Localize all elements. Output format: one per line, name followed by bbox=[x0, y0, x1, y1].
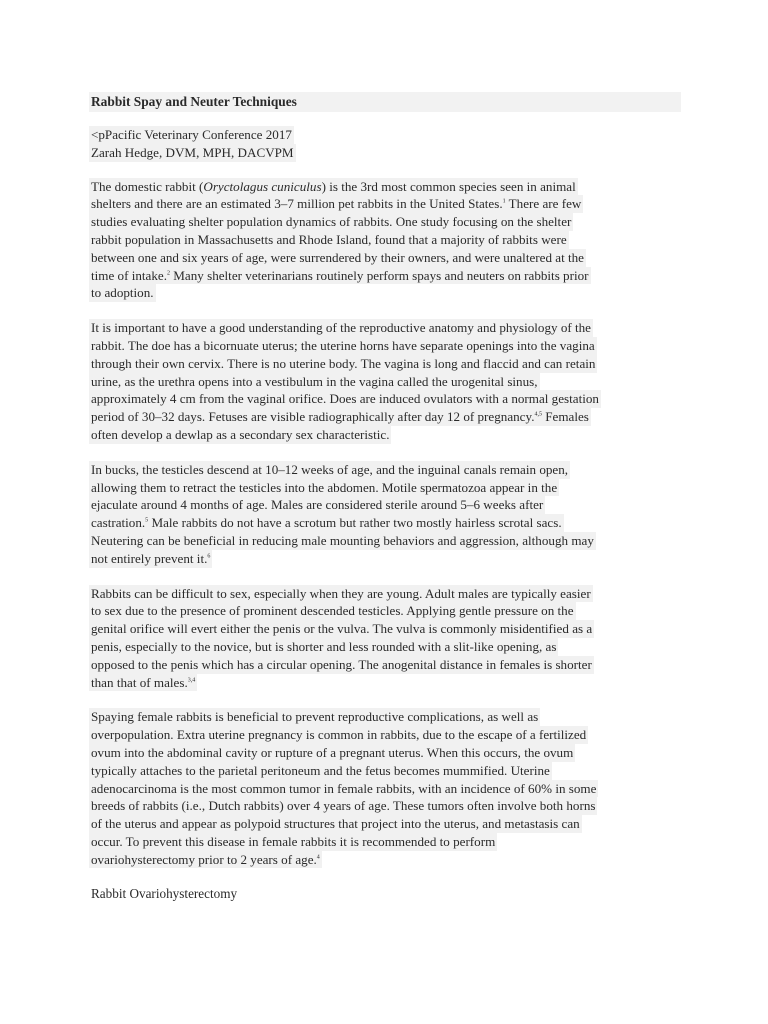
text-segment: breeds of rabbits (i.e., Dutch rabbits) over 4 years of age. These tumors often involve both horns bbox=[91, 798, 596, 814]
text-line bbox=[89, 602, 576, 620]
text-segment: allowing them to retract the testicles into the abdomen. Motile spermatozoa appear in the bbox=[91, 479, 558, 495]
text-segment: In bucks, the testicles descend at 10–12 weeks of age, and the inguinal canals remain open, bbox=[91, 461, 569, 477]
text-segment: not entirely prevent it. bbox=[91, 550, 208, 566]
text-line bbox=[89, 656, 594, 674]
text-segment: through their own cervix. There is no uterine body. The vagina is long and flaccid and can retain bbox=[91, 355, 596, 371]
document-meta bbox=[89, 126, 681, 162]
citation-ref: 2 bbox=[167, 270, 170, 277]
text-segment: to sex due to the presence of prominent descended testicles. Applying gentle pressure on the bbox=[91, 603, 574, 619]
text-line bbox=[89, 496, 545, 514]
text-segment: typically attaches to the parietal peritoneum and the fetus becomes mummified. Uterine bbox=[91, 762, 550, 778]
text-line bbox=[89, 426, 391, 444]
text-line bbox=[89, 726, 588, 744]
text-segment: ovariohysterectomy prior to 2 years of age. bbox=[91, 851, 317, 867]
citation-ref: 1 bbox=[502, 199, 506, 206]
text-line bbox=[89, 461, 570, 479]
text-line bbox=[89, 762, 552, 780]
text-line bbox=[89, 267, 591, 285]
text-line bbox=[89, 213, 573, 231]
text-line bbox=[89, 638, 558, 656]
body-paragraphs bbox=[89, 178, 681, 869]
text-segment: There are few bbox=[505, 196, 582, 212]
text-segment: The domestic rabbit ( bbox=[91, 178, 204, 194]
text-line bbox=[89, 585, 593, 603]
citation-ref: 4,5 bbox=[534, 411, 542, 418]
text-segment: It is important to have a good understanding of the reproductive anatomy and physiology of the bbox=[91, 320, 591, 336]
text-line bbox=[89, 674, 197, 692]
citation-ref: 5 bbox=[145, 517, 149, 524]
conference-line: <pPacific Veterinary Conference 2017 bbox=[91, 127, 292, 142]
text-line bbox=[89, 249, 586, 267]
text-line bbox=[89, 833, 497, 851]
text-line bbox=[89, 708, 540, 726]
text-segment: Many shelter veterinarians routinely perform spays and neuters on rabbits prior bbox=[170, 267, 589, 283]
text-segment: genital orifice will evert either the penis or the vulva. The vulva is commonly misidentified as a bbox=[91, 621, 593, 637]
paragraph bbox=[89, 585, 681, 692]
citation-ref: 6 bbox=[207, 553, 211, 560]
text-segment: overpopulation. Extra uterine pregnancy is common in rabbits, due to the escape of a fertilized bbox=[91, 727, 587, 743]
text-segment: period of 30–32 days. Fetuses are visible radiographically after day 12 of pregnancy. bbox=[91, 409, 535, 425]
text-segment: rabbit. The doe has a bicornuate uterus; the uterine horns have separate openings into the vagina bbox=[91, 337, 595, 353]
text-segment: Rabbits can be difficult to sex, especially when they are young. Adult males are typically easier bbox=[91, 585, 591, 601]
text-line bbox=[89, 744, 575, 762]
text-line bbox=[89, 479, 559, 497]
text-segment: opposed to the penis which has a circular opening. The anogenital distance in females is shorter bbox=[91, 656, 592, 672]
text-line bbox=[89, 178, 578, 196]
text-line bbox=[89, 815, 582, 833]
paragraph bbox=[89, 178, 681, 303]
citation-ref: 3,4 bbox=[187, 677, 196, 684]
document-content bbox=[89, 92, 681, 903]
text-line bbox=[89, 780, 598, 798]
text-line bbox=[89, 319, 593, 337]
paragraph bbox=[89, 708, 681, 868]
text-segment: ovum into the abdominal cavity or rupture of a pregnant uterus. When this occurs, the ovum bbox=[91, 744, 574, 760]
text-segment: time of intake. bbox=[91, 267, 167, 283]
text-segment: of the uterus and appear as polypoid structures that project into the uterus, and metastasis can bbox=[91, 816, 580, 832]
text-line bbox=[89, 355, 597, 373]
text-line bbox=[89, 550, 212, 568]
text-line bbox=[89, 797, 597, 815]
text-line bbox=[89, 195, 583, 213]
text-segment: than that of males. bbox=[91, 674, 188, 690]
text-line bbox=[89, 231, 569, 249]
text-segment: urine, as the urethra opens into a vestibulum in the vagina called the urogenital sinus, bbox=[91, 373, 538, 389]
text-segment: often develop a dewlap as a secondary sex characteristic. bbox=[91, 426, 390, 442]
text-segment: adenocarcinoma is the most common tumor in female rabbits, with an incidence of 60% in some bbox=[91, 780, 597, 796]
paragraph bbox=[89, 461, 681, 568]
text-segment: occur. To prevent this disease in female rabbits it is recommended to perform bbox=[91, 833, 496, 849]
text-segment: approximately 4 cm from the vaginal orifice. Does are induced ovulators with a normal gestation bbox=[91, 391, 599, 407]
text-segment: studies evaluating shelter population dynamics of rabbits. One study focusing on the shelter bbox=[91, 214, 572, 230]
text-line bbox=[89, 620, 594, 638]
section-heading: Rabbit Ovariohysterectomy bbox=[91, 886, 238, 902]
text-segment: Females bbox=[541, 409, 589, 425]
text-line bbox=[89, 373, 540, 391]
text-line bbox=[89, 851, 322, 869]
paragraph bbox=[89, 319, 681, 444]
text-segment: shelters and there are an estimated 3–7 million pet rabbits in the United States. bbox=[91, 196, 503, 212]
text-segment: ejaculate around 4 months of age. Males are considered sterile around 5–6 weeks after bbox=[91, 497, 544, 513]
document-title: Rabbit Spay and Neuter Techniques bbox=[89, 92, 681, 112]
text-segment: castration. bbox=[91, 515, 146, 531]
text-segment: between one and six years of age, were surrendered by their owners, and were unaltered at the bbox=[91, 249, 584, 265]
text-line bbox=[89, 337, 597, 355]
text-segment: Neutering can be beneficial in reducing male mounting behaviors and aggression, although may bbox=[91, 532, 594, 548]
text-segment: Spaying female rabbits is beneficial to prevent reproductive complications, as well as bbox=[91, 709, 539, 725]
text-line bbox=[89, 408, 591, 426]
text-segment: penis, especially to the novice, but is shorter and less rounded with a slit-like opening, as bbox=[91, 638, 557, 654]
citation-ref: 4 bbox=[316, 854, 320, 861]
text-line bbox=[89, 532, 596, 550]
text-segment: ) is the 3rd most common species seen in animal bbox=[321, 178, 576, 194]
text-line bbox=[89, 390, 601, 408]
text-segment: rabbit population in Massachusetts and Rhode Island, found that a majority of rabbits were bbox=[91, 231, 567, 247]
italic-text: Oryctolagus cuniculus bbox=[203, 178, 322, 194]
text-segment: Male rabbits do not have a scrotum but rather two mostly hairless scrotal sacs. bbox=[148, 515, 562, 531]
text-segment: to adoption. bbox=[91, 285, 154, 301]
text-line bbox=[89, 514, 564, 532]
text-line bbox=[89, 284, 156, 302]
author-line: Zarah Hedge, DVM, MPH, DACVPM bbox=[91, 144, 294, 160]
